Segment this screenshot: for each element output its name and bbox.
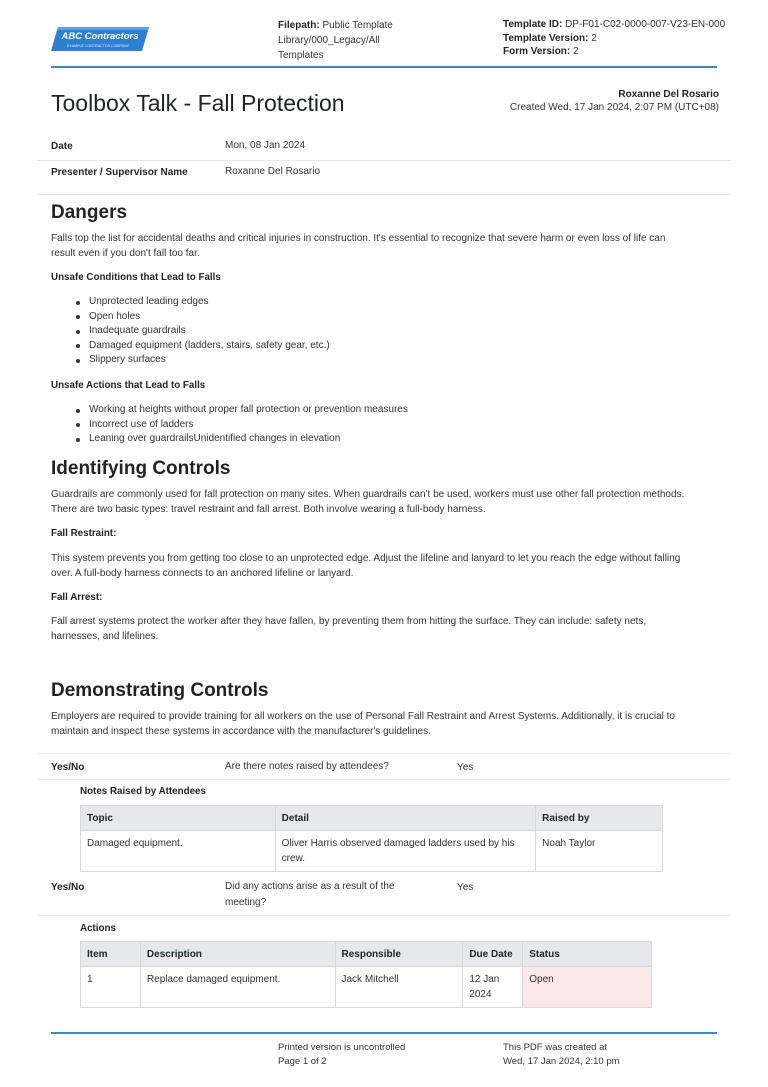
page-title: Toolbox Talk - Fall Protection (51, 90, 345, 116)
action-responsible: Jack Mitchell (335, 967, 463, 1008)
yes-no-label: Yes/No (51, 762, 85, 773)
fall-arrest-heading: Fall Arrest: (51, 592, 103, 603)
fall-arrest-line: Fall arrest systems protect the worker after they have fallen, by preventing them from hitting the surface. They can include: safety nets, (51, 616, 647, 627)
footer-created-info (503, 1041, 620, 1069)
filepath-value: Public Template Library/000_Legacy/All (278, 20, 393, 46)
date-row (37, 133, 731, 161)
template-version-value: 2 (591, 32, 597, 44)
question-text (225, 879, 395, 911)
fall-restraint-heading: Fall Restraint: (51, 528, 117, 539)
unsafe-conditions-list (76, 295, 330, 368)
yes-no-label: Yes/No (51, 882, 85, 893)
question-answer: Yes (457, 882, 474, 893)
action-due-date (463, 967, 523, 1008)
form-version-label: Form Version: (503, 46, 571, 57)
column-header: Due Date (463, 942, 523, 967)
notes-heading: Notes Raised by Attendees (80, 786, 206, 797)
fall-restraint-line: This system prevents you from getting too close to an unprotected edge. Adjust the lifeline and lanyard to let you reach the edge without falling (51, 553, 681, 564)
column-header: Raised by (536, 806, 663, 831)
page-number: Page 1 of 2 (278, 1056, 327, 1067)
demonstrating-intro-line: maintain and inspect these systems in accordance with the manufacturer's guidelines. (51, 725, 431, 737)
filepath-label: Filepath: (278, 20, 320, 31)
filepath-block (278, 18, 493, 63)
question-text-line: meeting? (225, 897, 267, 908)
dangers-intro (51, 232, 721, 261)
note-detail-line: crew. (281, 853, 306, 864)
column-header: Item (81, 942, 141, 967)
list-item: Leaning over guardrailsUnidentified changes in elevation (76, 432, 408, 447)
page-header (51, 18, 726, 66)
form-version-value: 2 (573, 46, 579, 57)
due-date-line: 2024 (469, 989, 492, 1000)
dangers-heading: Dangers (51, 202, 128, 223)
table-row (81, 967, 652, 1008)
demonstrating-controls-heading: Demonstrating Controls (51, 680, 269, 701)
demonstrating-intro-line: Employers are required to provide training for all workers on the use of Personal Fall Restraint and Arrest Systems. Additionally, it is crucial to (51, 711, 675, 722)
note-topic: Damaged equipment. (81, 831, 276, 872)
actions-table (80, 941, 652, 1008)
demonstrating-intro (51, 710, 721, 739)
question-row-actions (37, 875, 731, 916)
due-date-line: 12 Jan (469, 974, 500, 985)
presenter-label: Presenter / Supervisor Name (51, 167, 188, 178)
column-header: Responsible (335, 942, 463, 967)
list-item: Slippery surfaces (76, 353, 330, 368)
question-answer: Yes (457, 762, 474, 773)
pdf-created-timestamp: Wed, 17 Jan 2024, 2:10 pm (503, 1056, 620, 1067)
presenter-row (37, 161, 731, 195)
note-detail-line: Oliver Harris observed damaged ladders used by his (281, 838, 515, 849)
fall-restraint-text (51, 552, 721, 581)
list-item: Incorrect use of ladders (76, 418, 408, 433)
table-header-row (81, 806, 663, 831)
column-header: Description (140, 942, 335, 967)
identifying-intro-line: Guardrails are commonly used for fall protection on many sites. When guardrails can't be used, workers must use other fall protection methods. (51, 489, 685, 500)
template-version-label: Template Version: (503, 32, 589, 44)
created-timestamp: Created Wed, 17 Jan 2024, 2:07 PM (UTC+08) (509, 101, 719, 113)
unsafe-actions-heading: Unsafe Actions that Lead to Falls (51, 380, 206, 391)
question-text: Are there notes raised by attendees? (225, 761, 389, 772)
dangers-intro-line: result even if you don't fall too far. (51, 247, 200, 259)
template-id-value: DP-F01-C02-0000-007-V23-EN-000 (565, 19, 726, 30)
presenter-value: Roxanne Del Rosario (225, 166, 321, 177)
footer-divider (51, 1032, 717, 1034)
actions-heading: Actions (80, 923, 116, 934)
filepath-value-cont: Templates (278, 50, 324, 61)
author-name: Roxanne Del Rosario (618, 89, 719, 100)
status-badge: Open (523, 967, 652, 1008)
note-detail (275, 831, 536, 872)
fall-arrest-line: harnesses, and lifelines. (51, 630, 159, 642)
list-item: Unprotected leading edges (76, 295, 330, 310)
column-header: Detail (275, 806, 536, 831)
note-raised-by: Noah Taylor (536, 831, 663, 872)
unsafe-conditions-heading: Unsafe Conditions that Lead to Falls (51, 272, 221, 283)
list-item: Working at heights without proper fall protection or prevention measures (76, 403, 408, 418)
date-value: Mon, 08 Jan 2024 (225, 140, 306, 151)
list-item: Damaged equipment (ladders, stairs, safety gear, etc.) (76, 339, 330, 354)
uncontrolled-notice: Printed version is uncontrolled (278, 1042, 406, 1053)
question-row-notes (37, 753, 731, 780)
logo-subtext: EXAMPLE CONTRACTOR COMPANY (66, 44, 130, 48)
company-logo (51, 26, 149, 52)
template-id-label: Template ID: (503, 19, 563, 30)
fall-arrest-text (51, 615, 721, 644)
created-info (510, 89, 719, 114)
identifying-controls-heading: Identifying Controls (51, 458, 231, 479)
unsafe-actions-list (76, 403, 408, 447)
table-header-row (81, 942, 652, 967)
list-item: Open holes (76, 310, 330, 325)
logo-text: ABC Contractors (61, 31, 139, 42)
footer-print-info (278, 1041, 405, 1069)
dangers-intro-line: Falls top the list for accidental deaths and critical injuries in construction. It's essential to recognize that severe harm or even loss of life can (51, 233, 666, 244)
identifying-intro (51, 488, 721, 517)
identifying-intro-line: There are two basic types: travel restraint and fall arrest. Both involve wearing a full-body harness. (51, 503, 486, 515)
column-header: Topic (81, 806, 276, 831)
pdf-created-label: This PDF was created at (503, 1042, 608, 1053)
date-label: Date (51, 141, 73, 152)
notes-table (80, 805, 663, 872)
question-text-line: Did any actions arise as a result of the (225, 881, 395, 892)
column-header: Status (523, 942, 652, 967)
template-info-block (503, 18, 733, 59)
fall-restraint-line: over. A full-body harness connects to an anchored lifeline or lanyard. (51, 567, 354, 579)
action-description: Replace damaged equipment. (140, 967, 335, 1008)
table-row (81, 831, 663, 872)
header-divider (51, 66, 717, 68)
action-item: 1 (81, 967, 141, 1008)
list-item: Inadequate guardrails (76, 324, 330, 339)
